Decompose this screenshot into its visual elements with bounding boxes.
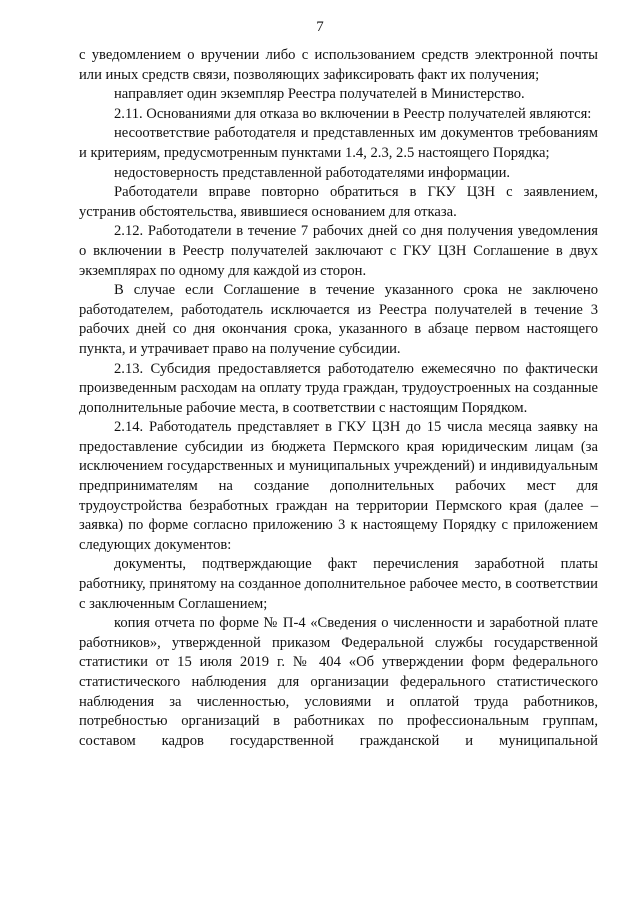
paragraph: 2.12. Работодатели в течение 7 рабочих дней со дня получения уведомления о включении в Реестр получателей заключают с ГКУ ЦЗН Соглашение в двух экземплярах по одному для каждой из сторон. [79,223,598,279]
paragraph: направляет один экземпляр Реестра получателей в Министерство. [114,86,525,103]
document-body [79,46,598,751]
paragraph: документы, подтверждающие факт перечисления заработной платы работнику, принятому на созданное дополнительное рабочее место, в соответствии с заключенным Соглашением; [79,556,598,612]
paragraph: 2.14. Работодатель представляет в ГКУ ЦЗН до 15 числа месяца заявку на предоставление субсидии из бюджета Пермского края юридическим лицам (за исключением государственных и муниципальных учреждений) и индивидуальным предпринимателям на создание дополнительных рабочих мест для трудоустройства безработных граждан на территории Пермского края (далее – заявка) по форме согласно приложению 3 к настоящему Порядку с приложением следующих документов: [79,419,598,553]
paragraph: 2.13. Субсидия предоставляется работодателю ежемесячно по фактически произведенным расходам на оплату труда граждан, трудоустроенных на созданные дополнительные рабочие места, в соответствии с настоящим Порядком. [79,360,598,416]
paragraph: В случае если Соглашение в течение указанного срока не заключено работодателем, работодатель исключается из Реестра получателей в течение 3 рабочих дней со дня окончания срока, указанного в абзаце первом настоящего пункта, и утрачивает право на получение субсидии. [79,282,598,357]
paragraph: Работодатели вправе повторно обратиться в ГКУ ЦЗН с заявлением, устранив обстоятельства, явившиеся основанием для отказа. [79,184,598,220]
paragraph: недостоверность представленной работодателями информации. [114,164,511,181]
page-number: 7 [316,19,324,35]
paragraph: с уведомлением о вручении либо с использованием средств электронной почты или иных средств связи, позволяющих зафиксировать факт их получения; [79,47,598,83]
paragraph: копия отчета по форме № П-4 «Сведения о численности и заработной плате работников», утвержденной приказом Федеральной службы государственной статистики от 15 июля 2019 г. № 404 «Об утверждении форм федерального статистического наблюдения для организации федерального статистического наблюдения за численностью, условиями и оплатой труда работников, потребностью организаций в работниках по профессиональным группам, составом кадров государственной гражданской и муниципальной [79,615,598,749]
paragraph: несоответствие работодателя и представленных им документов требованиям и критериям, предусмотренным пунктами 1.4, 2.3, 2.5 настоящего Порядка; [79,125,598,161]
paragraph: 2.11. Основаниями для отказа во включении в Реестр получателей являются: [114,105,592,122]
